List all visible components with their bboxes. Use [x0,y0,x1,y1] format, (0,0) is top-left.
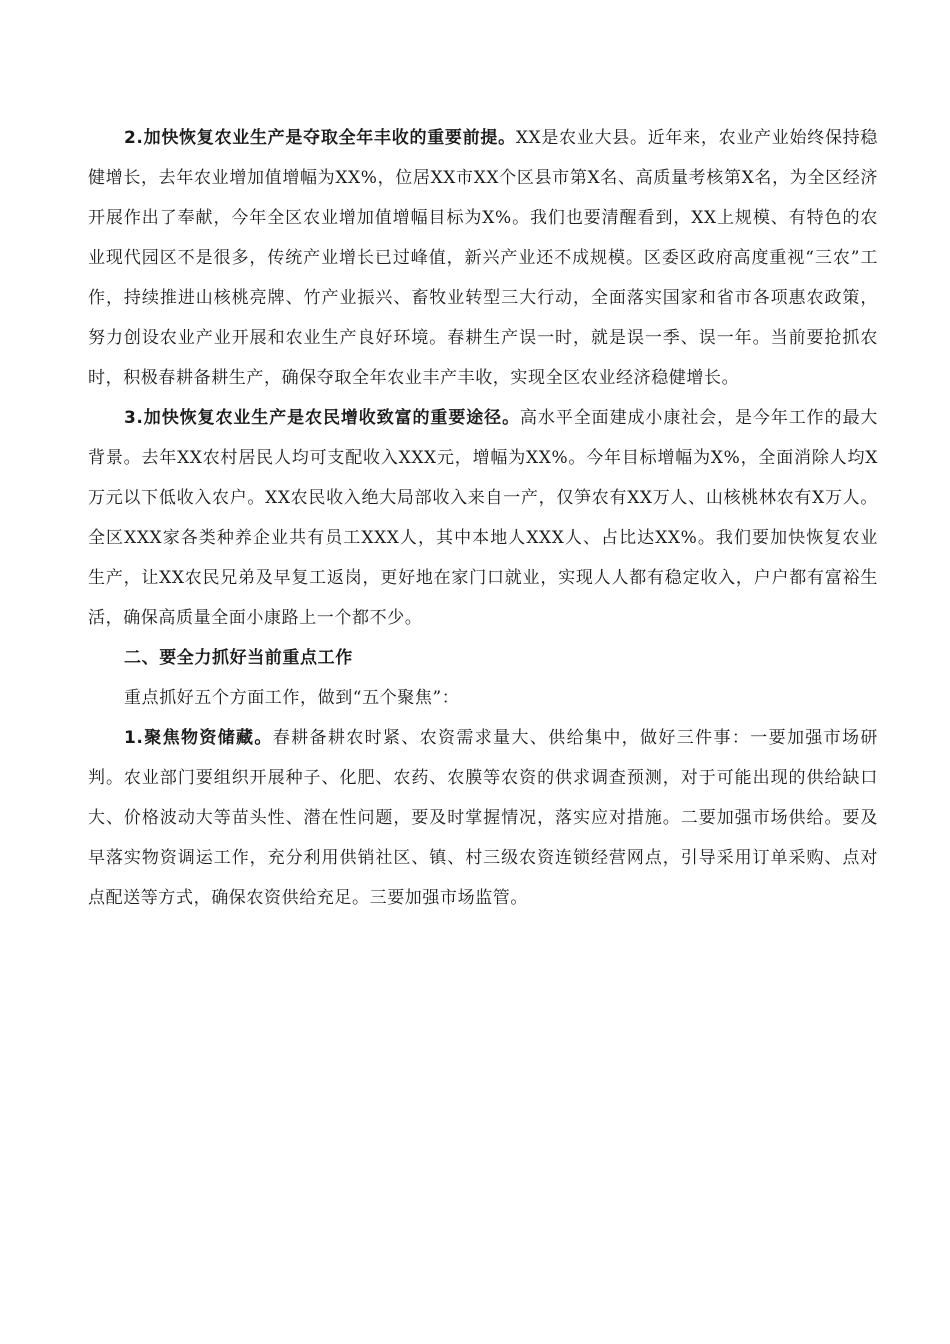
paragraph-lead: 2.加快恢复农业生产是夺取全年丰收的重要前提。 [124,128,516,148]
paragraph-agri-production-premise [88,118,878,398]
paragraph-body: 高水平全面建成小康社会，是今年工作的最大背景。去年XX农村居民人均可支配收入XXX元，增幅为XX%。今年目标增幅为X%，全面消除人均X万元以下低收入农户。XX农民收入绝大局部收入来自一产，仅笋农有XX万人、山核桃林农有X万人。全区XXX家各类种养企业共有员工XXX人，其中本地人XXX人、占比达XX%。我们要加快恢复农业生产，让XX农民兄弟及早复工返岗，更好地在家门口就业，实现人人都有稳定收入，户户都有富裕生活，确保高质量全面小康路上一个都不少。 [88,408,878,628]
paragraph-lead: 1.聚焦物资储藏。 [124,728,273,748]
section-intro: 重点抓好五个方面工作，做到“五个聚焦”： [124,688,460,708]
paragraph-body: XX是农业大县。近年来，农业产业始终保持稳健增长，去年农业增加值增幅为XX%，位居XX市XX个区县市第X名、高质量考核第X名，为全区经济开展作出了奉献，今年全区农业增加值增幅目标为X%。我们也要清醒看到，XX上规模、有特色的农业现代园区不是很多，传统产业增长已过峰值，新兴产业还不成规模。区委区政府高度重视“三农”工作，持续推进山核桃亮牌、竹产业振兴、畜牧业转型三大行动，全面落实国家和省市各项惠农政策，努力创设农业产业开展和农业生产良好环境。春耕生产误一时，就是误一季、误一年。当前要抢抓农时，积极春耕备耕生产，确保夺取全年农业丰产丰收，实现全区农业经济稳健增长。 [88,128,878,388]
paragraph-farmer-income [88,398,878,638]
paragraph-body: 春耕备耕农时紧、农资需求量大、供给集中，做好三件事：一要加强市场研判。农业部门要组织开展种子、化肥、农药、农膜等农资的供求调查预测，对于可能出现的供给缺口大、价格波动大等苗头性、潜在性问题，要及时掌握情况，落实应对措施。二要加强市场供给。要及早落实物资调运工作，充分利用供销社区、镇、村三级农资连锁经营网点，引导采用订单采购、点对点配送等方式，确保农资供给充足。三要加强市场监管。 [88,728,878,908]
paragraph-lead: 3.加快恢复农业生产是农民增收致富的重要途径。 [124,408,521,428]
section-heading: 二、要全力抓好当前重点工作 [124,648,353,668]
paragraph-material-reserve [88,718,878,918]
document-page [88,118,878,918]
